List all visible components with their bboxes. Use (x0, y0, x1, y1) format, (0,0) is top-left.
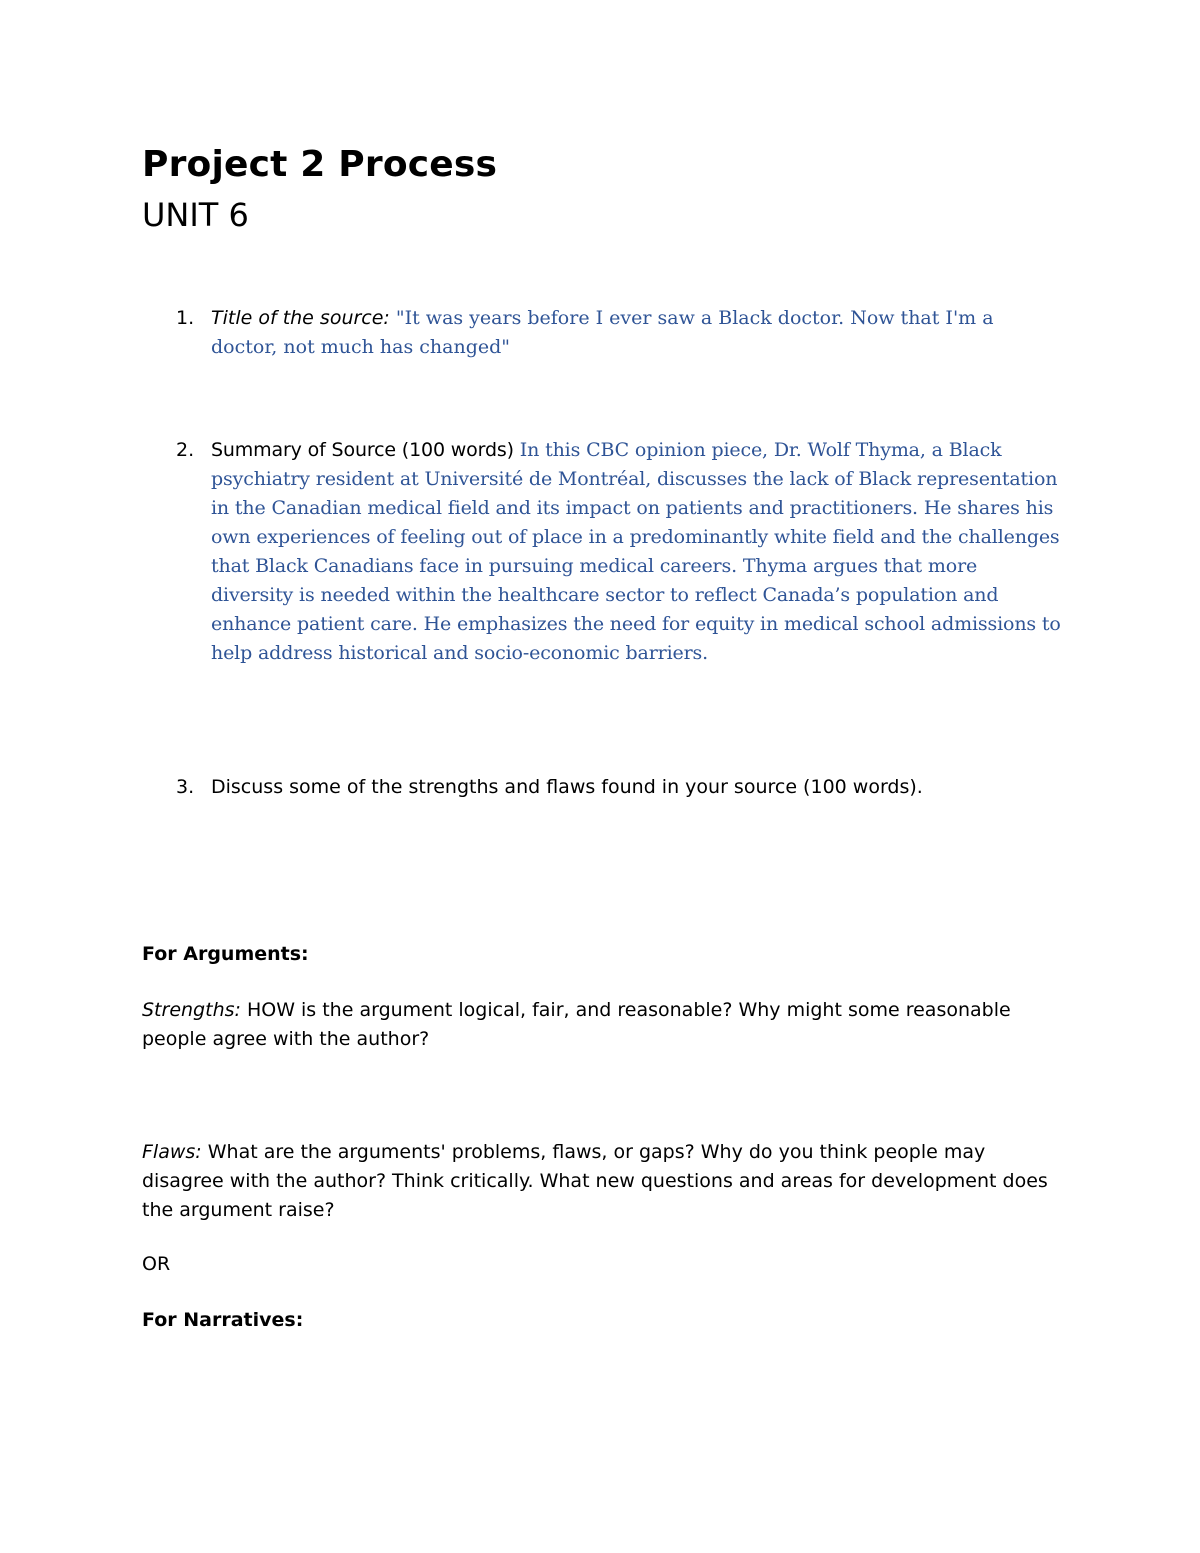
strengths-paragraph (142, 996, 1062, 1054)
strengths-text: HOW is the argument logical, fair, and reasonable? Why might some reasonable people agree with the author? (142, 999, 1011, 1050)
list-item-summary (142, 436, 1062, 668)
question-label: Discuss some of the strengths and flaws found in your source (100 words). (211, 776, 923, 798)
list-item-body (211, 773, 1062, 802)
arguments-heading: For Arguments: (142, 943, 309, 965)
strengths-label: Strengths: (142, 999, 241, 1021)
list-item-body (211, 304, 1062, 362)
list-number: 1. (176, 307, 195, 329)
flaws-text: What are the arguments' problems, flaws, or gaps? Why do you think people may disagree with the author? Think critically. What new questions and areas for development does the argument raise? (142, 1141, 1048, 1221)
flaws-label: Flaws: (142, 1141, 202, 1163)
narratives-heading: For Narratives: (142, 1309, 304, 1331)
question-label: Title of the source: (211, 307, 390, 329)
question-label: Summary of Source (100 words) (211, 439, 514, 461)
page-subtitle: UNIT 6 (142, 196, 249, 234)
list-number: 2. (176, 439, 195, 461)
answer-text: In this CBC opinion piece, Dr. Wolf Thyma, a Black psychiatry resident at Université de Montréal, discusses the lack of Black representation in the Canadian medical field and its impact on patients and practitioners. He shares his own experiences of feeling out of place in a predominantly white field and the challenges that Black Canadians face in pursuing medical careers. Thyma argues that more diversity is needed within the healthcare sector to reflect Canada’s population and enhance patient care. He emphasizes the need for equity in medical school admissions to help address historical and socio-economic barriers. (211, 439, 1061, 664)
list-item-strengths-flaws (142, 773, 1062, 802)
or-separator: OR (142, 1253, 171, 1275)
list-number: 3. (176, 776, 195, 798)
answer-text: "It was years before I ever saw a Black doctor. Now that I'm a doctor, not much has changed" (211, 307, 994, 358)
page-title: Project 2 Process (142, 144, 498, 185)
list-item-body (211, 436, 1062, 668)
list-item-title-of-source (142, 304, 1062, 362)
flaws-paragraph (142, 1138, 1062, 1225)
